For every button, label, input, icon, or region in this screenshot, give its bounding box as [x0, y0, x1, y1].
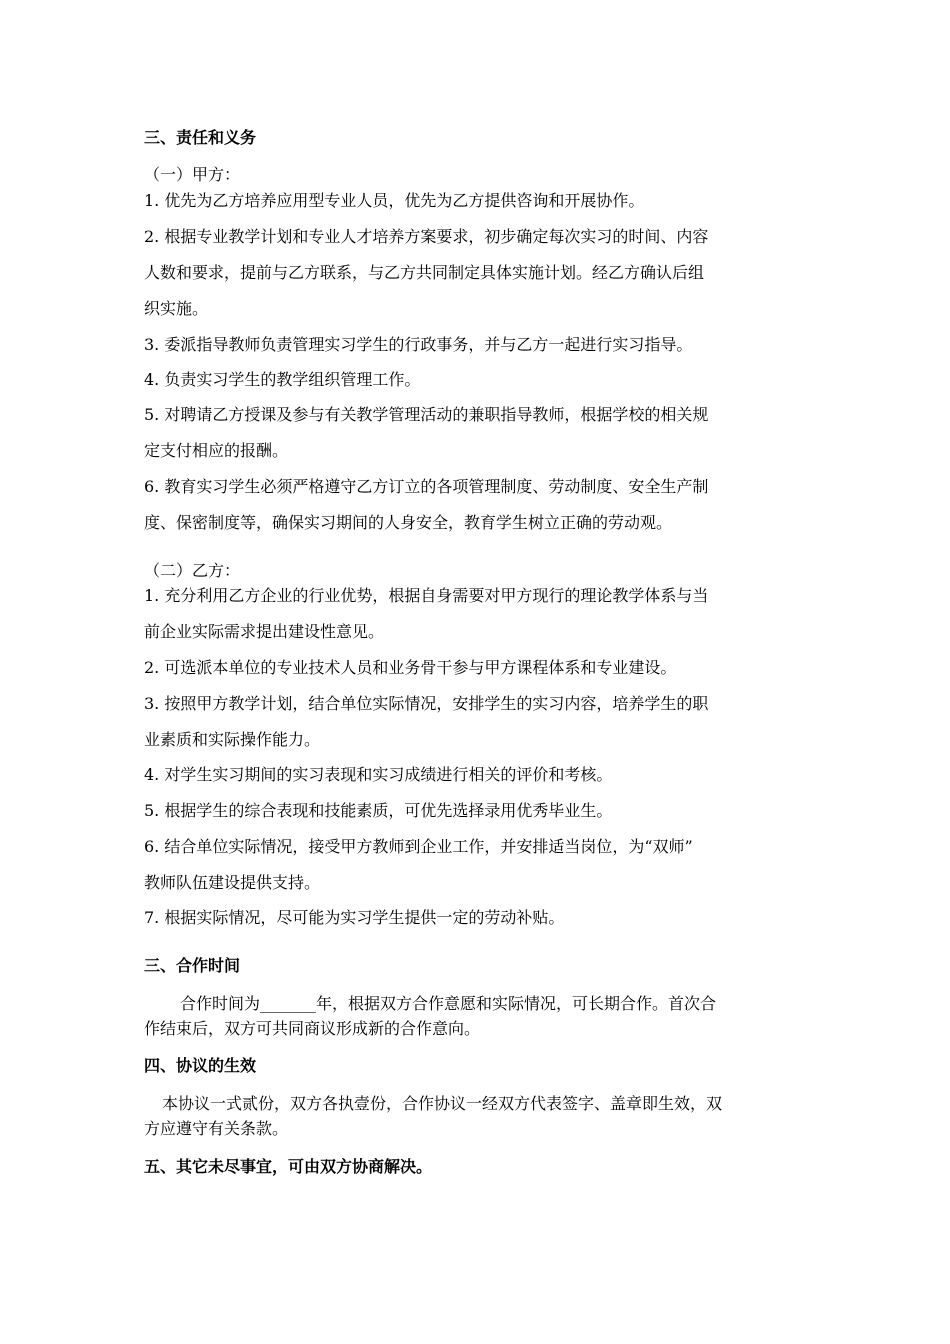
party-a-item: 5. 对聘请乙方授课及参与有关教学管理活动的兼职指导教师，根据学校的相关规 [144, 405, 709, 424]
party-a-item: 1. 优先为乙方培养应用型专业人员，优先为乙方提供咨询和开展协作。 [144, 191, 645, 210]
section-heading-effectiveness: 四、协议的生效 [144, 1056, 257, 1075]
party-b-label: （二）乙方： [144, 561, 241, 580]
party-a-item-continued: 度、保密制度等，确保实习期间的人身安全，教育学生树立正确的劳动观。 [144, 513, 673, 532]
party-b-item: 1. 充分利用乙方企业的行业优势，根据自身需要对甲方现行的理论教学体系与当 [144, 586, 709, 605]
section-heading-other-matters: 五、其它未尽事宜，可由双方协商解决。 [144, 1157, 433, 1176]
party-a-label: （一）甲方： [144, 165, 241, 184]
party-a-item: 3. 委派指导教师负责管理实习学生的行政事务，并与乙方一起进行实习指导。 [144, 335, 693, 354]
party-b-item: 2. 可选派本单位的专业技术人员和业务骨干参与甲方课程体系和专业建设。 [144, 658, 677, 677]
party-b-item: 7. 根据实际情况，尽可能为实习学生提供一定的劳动补贴。 [144, 908, 565, 927]
effectiveness-text: 本协议一式贰份，双方各执壹份，合作协议一经双方代表签字、盖章即生效，双 [162, 1094, 723, 1113]
party-b-item: 5. 根据学生的综合表现和技能素质，可优先选择录用优秀毕业生。 [144, 801, 613, 820]
party-a-item: 6. 教育实习学生必须严格遵守乙方订立的各项管理制度、劳动制度、安全生产制 [144, 477, 709, 496]
cooperation-time-text-continued: 作结束后，双方可共同商议形成新的合作意向。 [144, 1019, 481, 1038]
cooperation-time-text: 合作时间为_______年，根据双方合作意愿和实际情况，可长期合作。首次合 [180, 994, 717, 1013]
effectiveness-text-continued: 方应遵守有关条款。 [144, 1119, 289, 1138]
party-a-item-continued: 织实施。 [144, 299, 209, 318]
section-heading-cooperation-time: 三、合作时间 [144, 956, 241, 975]
party-b-item: 3. 按照甲方教学计划，结合单位实际情况，安排学生的实习内容，培养学生的职 [144, 694, 709, 713]
party-b-item-continued: 教师队伍建设提供支持。 [144, 873, 321, 892]
party-a-item-continued: 定支付相应的报酬。 [144, 441, 289, 460]
section-heading-responsibilities: 三、责任和义务 [144, 128, 257, 147]
party-b-item: 6. 结合单位实际情况，接受甲方教师到企业工作，并安排适当岗位，为“双师” [144, 837, 693, 856]
party-b-item-continued: 前企业实际需求提出建设性意见。 [144, 622, 385, 641]
party-a-item: 2. 根据专业教学计划和专业人才培养方案要求，初步确定每次实习的时间、内容 [144, 227, 709, 246]
party-a-item-continued: 人数和要求，提前与乙方联系，与乙方共同制定具体实施计划。经乙方确认后组 [144, 263, 705, 282]
party-b-item: 4. 对学生实习期间的实习表现和实习成绩进行相关的评价和考核。 [144, 765, 613, 784]
party-a-item: 4. 负责实习学生的教学组织管理工作。 [144, 370, 421, 389]
party-b-item-continued: 业素质和实际操作能力。 [144, 730, 321, 749]
